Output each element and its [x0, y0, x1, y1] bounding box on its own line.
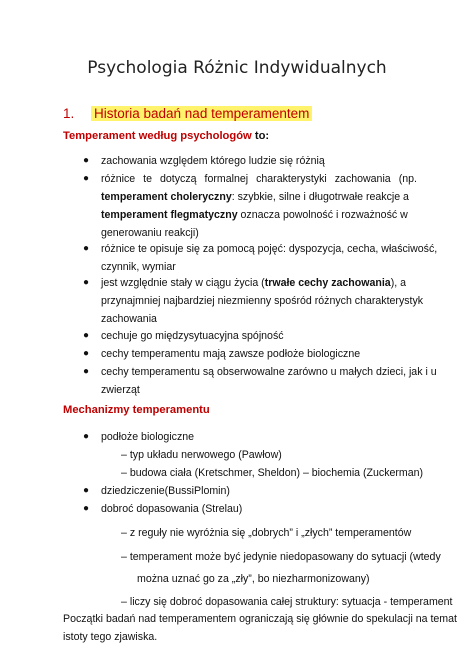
document-title: Psychologia Różnic Indywidualnych [87, 58, 387, 78]
word: formalnej [204, 173, 249, 185]
paragraph-line: istoty tego zjawiska. [63, 631, 158, 643]
sub-item: – temperament może być jedynie niedopasowany do sytuacji (wtedy [121, 551, 441, 563]
subheading-rest: to: [251, 130, 270, 142]
text: oznacza powolność i rozważność w [237, 209, 408, 221]
word: charakterystyki [256, 173, 327, 185]
bullet-text-line [101, 190, 409, 204]
text: : szybkie, silne i długotrwałe reakcje a [231, 191, 409, 203]
subheading-red: Temperament według psychologów [63, 130, 252, 142]
subheading-mechanisms: Mechanizmy temperamentu [63, 404, 210, 416]
sub-item: – budowa ciała (Kretschmer, Sheldon) – biochemia (Zuckerman) [121, 467, 424, 479]
text: jest względnie stały w ciągu życia ( [101, 277, 265, 289]
bullet-text: cechuje go międzysytuacyjna spójność [101, 330, 284, 342]
bullet-text-line [101, 276, 406, 290]
heading-number: 1. [63, 106, 75, 121]
bullet-text: dziedziczenie(BussiPlomin) [101, 485, 230, 497]
bullet-icon: ● [83, 485, 90, 496]
bullet-icon: ● [83, 243, 90, 254]
bullet-icon: ● [83, 431, 90, 442]
bullet-icon: ● [83, 366, 90, 377]
bullet-text-line [101, 208, 408, 222]
sub-item: – z reguły nie wyróżnia się „dobrych” i „złych” temperamentów [121, 527, 412, 539]
word: (np. [398, 173, 417, 185]
bullet-text-line: czynnik, wymiar [101, 261, 176, 273]
bullet-text-line: generowaniu reakcji) [101, 227, 199, 239]
bold-term: trwałe cechy zachowania [264, 277, 391, 289]
bullet-text-line: przynajmniej najbardziej niezmienny spośród różnych charakterystyk [101, 295, 424, 307]
bullet-icon: ● [83, 277, 90, 288]
paragraph-line: Początki badań nad temperamentem ograniczają się głównie do spekulacji na temat [63, 613, 457, 625]
sub-item: – liczy się dobroć dopasowania całej struktury: sytuacja - temperament [121, 596, 453, 608]
bullet-text: zachowania względem którego ludzie się różnią [101, 155, 325, 167]
subheading-temperament [63, 130, 269, 142]
bullet-text-line: zachowania [101, 313, 157, 325]
bold-term: temperament flegmatyczny [101, 209, 238, 221]
word: zachowania [334, 173, 391, 185]
bold-term: temperament choleryczny [101, 191, 232, 203]
bullet-text: podłoże biologiczne [101, 431, 195, 443]
bullet-text: cechy temperamentu mają zawsze podłoże biologiczne [101, 348, 361, 360]
bullet-text-line: różnice te opisuje się za pomocą pojęć: dyspozycja, cecha, właściwość, [101, 243, 438, 255]
word: te [143, 173, 152, 185]
word: różnice [101, 173, 136, 185]
bullet-text-line [101, 172, 417, 186]
word: dotyczą [160, 173, 197, 185]
bullet-text-line: zwierząt [101, 384, 140, 396]
sub-item-continuation: można uznać go za „zły”, bo niezharmonizowany) [137, 573, 370, 585]
bullet-icon: ● [83, 348, 90, 359]
sub-item: – typ układu nerwowego (Pawłow) [121, 449, 282, 461]
bullet-text-line: cechy temperamentu są obserwowalne zarówno u małych dzieci, jak i u [101, 366, 437, 378]
text: ), a [390, 277, 407, 289]
heading-text: Historia badań nad temperamentem [91, 106, 312, 121]
bullet-icon: ● [83, 503, 90, 514]
bullet-icon: ● [83, 173, 90, 184]
bullet-text: dobroć dopasowania (Strelau) [101, 503, 243, 515]
bullet-icon: ● [83, 330, 90, 341]
bullet-icon: ● [83, 155, 90, 166]
section-heading [63, 106, 312, 121]
